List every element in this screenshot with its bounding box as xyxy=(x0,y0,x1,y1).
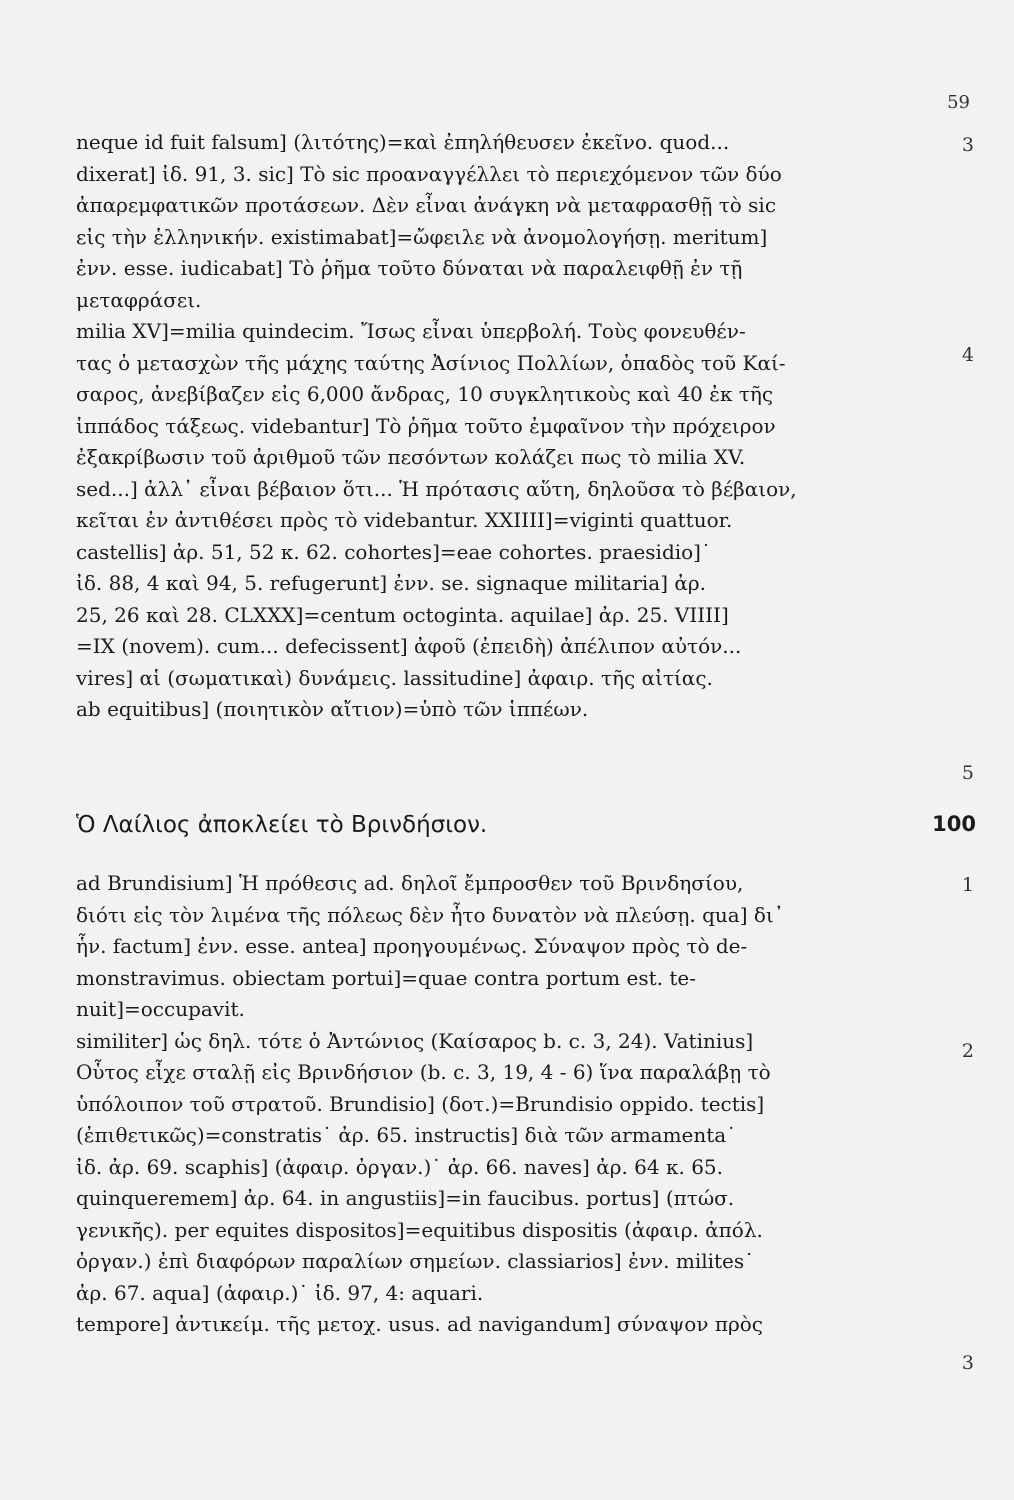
text-line: ἀπαρεμφατικῶν προτάσεων. Δὲν εἶναι ἀνάγκη νὰ μεταφρασθῇ τὸ sic xyxy=(76,193,777,217)
page-number: 59 xyxy=(947,92,970,113)
margin-number: 3 xyxy=(961,1352,974,1374)
text-line: monstravimus. obiectam portui]=quae contra portum est. te- xyxy=(76,965,696,990)
margin-number: 3 xyxy=(961,134,974,156)
text-line: (ἐπιθετικῶς)=constratis˙ ἀρ. 65. instructis] διὰ τῶν armamenta˙ xyxy=(76,1123,737,1147)
section-heading: Ὁ Λαίλιος ἀποκλείει τὸ Βρινδήσιον. xyxy=(76,812,488,838)
text-line: κεῖται ἐν ἀντιθέσει πρὸς τὸ videbantur. XXIIII]=viginti quattuor. xyxy=(76,508,733,532)
text-line: ad Brundisium] Ἡ πρόθεσις ad. δηλοῖ ἔμπροσθεν τοῦ Βρινδησίου, xyxy=(76,871,744,895)
text-line: ἰδ. ἀρ. 69. scaphis] (ἀφαιρ. ὀργαν.)˙ ἀρ. 66. naves] ἀρ. 64 κ. 65. xyxy=(76,1154,724,1179)
text-line: quinqueremem] ἀρ. 64. in angustiis]=in faucibus. portus] (πτώσ. xyxy=(76,1186,735,1210)
margin-number: 1 xyxy=(961,874,974,896)
text-line: ὀργαν.) ἐπὶ διαφόρων παραλίων σημείων. classiarios] ἐνν. milites˙ xyxy=(76,1249,755,1273)
text-line: ὑπόλοιπον τοῦ στρατοῦ. Brundisio] (δοτ.)=Brundisio oppido. tectis] xyxy=(76,1091,765,1116)
text-line: ἐνν. esse. iudicabat] Τὸ ῥῆμα τοῦτο δύναται νὰ παραλειφθῇ ἐν τῇ xyxy=(76,256,743,280)
text-line: σαρος, ἀνεβίβαζεν εἰς 6,000 ἄνδρας, 10 συγκλητικοὺς καὶ 40 ἐκ τῆς xyxy=(76,382,774,406)
commentary-block-1 xyxy=(76,127,930,726)
text-line: similiter] ὡς δηλ. τότε ὁ Ἀντώνιος (Καίσαρος b. c. 3, 24). Vatinius] xyxy=(76,1028,754,1053)
text-line: ab equitibus] (ποιητικὸν αἴτιον)=ὑπὸ τῶν ἱππέων. xyxy=(76,697,589,721)
margin-number: 2 xyxy=(961,1040,974,1062)
margin-number: 4 xyxy=(961,344,974,366)
text-line: neque id fuit falsum] (λιτότης)=καὶ ἐπηλήθευσεν ἐκεῖνο. quod... xyxy=(76,130,730,154)
text-line: dixerat] ἰδ. 91, 3. sic] Τὸ sic προαναγγέλλει τὸ περιεχόμενον τῶν δύο xyxy=(76,161,782,186)
section-number: 100 xyxy=(932,812,976,836)
text-line: vires] αἱ (σωματικαὶ) δυνάμεις. lassitudine] ἀφαιρ. τῆς αἰτίας. xyxy=(76,665,713,690)
text-line: castellis] ἀρ. 51, 52 κ. 62. cohortes]=eae cohortes. praesidio]˙ xyxy=(76,539,711,564)
text-line: 25, 26 καὶ 28. CLXXX]=centum octoginta. aquilae] ἀρ. 25. VIIII] xyxy=(76,602,729,627)
text-line: tempore] ἀντικείμ. τῆς μετοχ. usus. ad navigandum] σύναψον πρὸς xyxy=(76,1312,763,1336)
text-line: εἰς τὴν ἑλληνικήν. existimabat]=ὤφειλε νὰ ἀνομολογήσῃ. meritum] xyxy=(76,224,768,249)
text-line: ἀρ. 67. aqua] (ἀφαιρ.)˙ ἰδ. 97, 4: aquari. xyxy=(76,1280,484,1305)
text-line: sed...] ἀλλ᾽ εἶναι βέβαιον ὅτι... Ἡ πρότασις αὕτη, δηλοῦσα τὸ βέβαιον, xyxy=(76,476,797,501)
text-line: Οὗτος εἶχε σταλῇ εἰς Βρινδήσιον (b. c. 3, 19, 4 - 6) ἵνα παραλάβῃ τὸ xyxy=(76,1060,771,1084)
margin-number: 5 xyxy=(961,762,974,784)
text-line: γενικῆς). per equites dispositos]=equitibus dispositis (ἀφαιρ. ἀπόλ. xyxy=(76,1217,763,1242)
text-line: ἧν. factum] ἐνν. esse. antea] προηγουμένως. Σύναψον πρὸς τὸ de- xyxy=(76,934,748,958)
text-line: ἱππάδος τάξεως. videbantur] Τὸ ῥῆμα τοῦτο ἐμφαῖνον τὴν πρόχειρον xyxy=(76,413,776,438)
text-line: διότι εἰς τὸν λιμένα τῆς πόλεως δὲν ἦτο δυνατὸν νὰ πλεύσῃ. qua] δι᾽ xyxy=(76,902,784,927)
text-line: τας ὁ μετασχὼν τῆς μάχης ταύτης Ἀσίνιος Πολλίων, ὀπαδὸς τοῦ Καί- xyxy=(76,350,786,375)
text-line: μεταφράσει. xyxy=(76,287,202,312)
text-line: =IX (novem). cum... defecissent] ἀφοῦ (ἐπειδὴ) ἀπέλιπον αὐτόν... xyxy=(76,634,742,658)
commentary-block-2 xyxy=(76,868,930,1341)
text-line: milia XV]=milia quindecim. Ἴσως εἶναι ὑπερβολή. Τοὺς φονευθέν- xyxy=(76,319,746,343)
text-line: ἰδ. 88, 4 καὶ 94, 5. refugerunt] ἐνν. se. signaque militaria] ἀρ. xyxy=(76,571,706,595)
text-line: nuit]=occupavit. xyxy=(76,997,245,1021)
text-line: ἐξακρίβωσιν τοῦ ἀριθμοῦ τῶν πεσόντων κολάζει πως τὸ milia XV. xyxy=(76,445,746,469)
